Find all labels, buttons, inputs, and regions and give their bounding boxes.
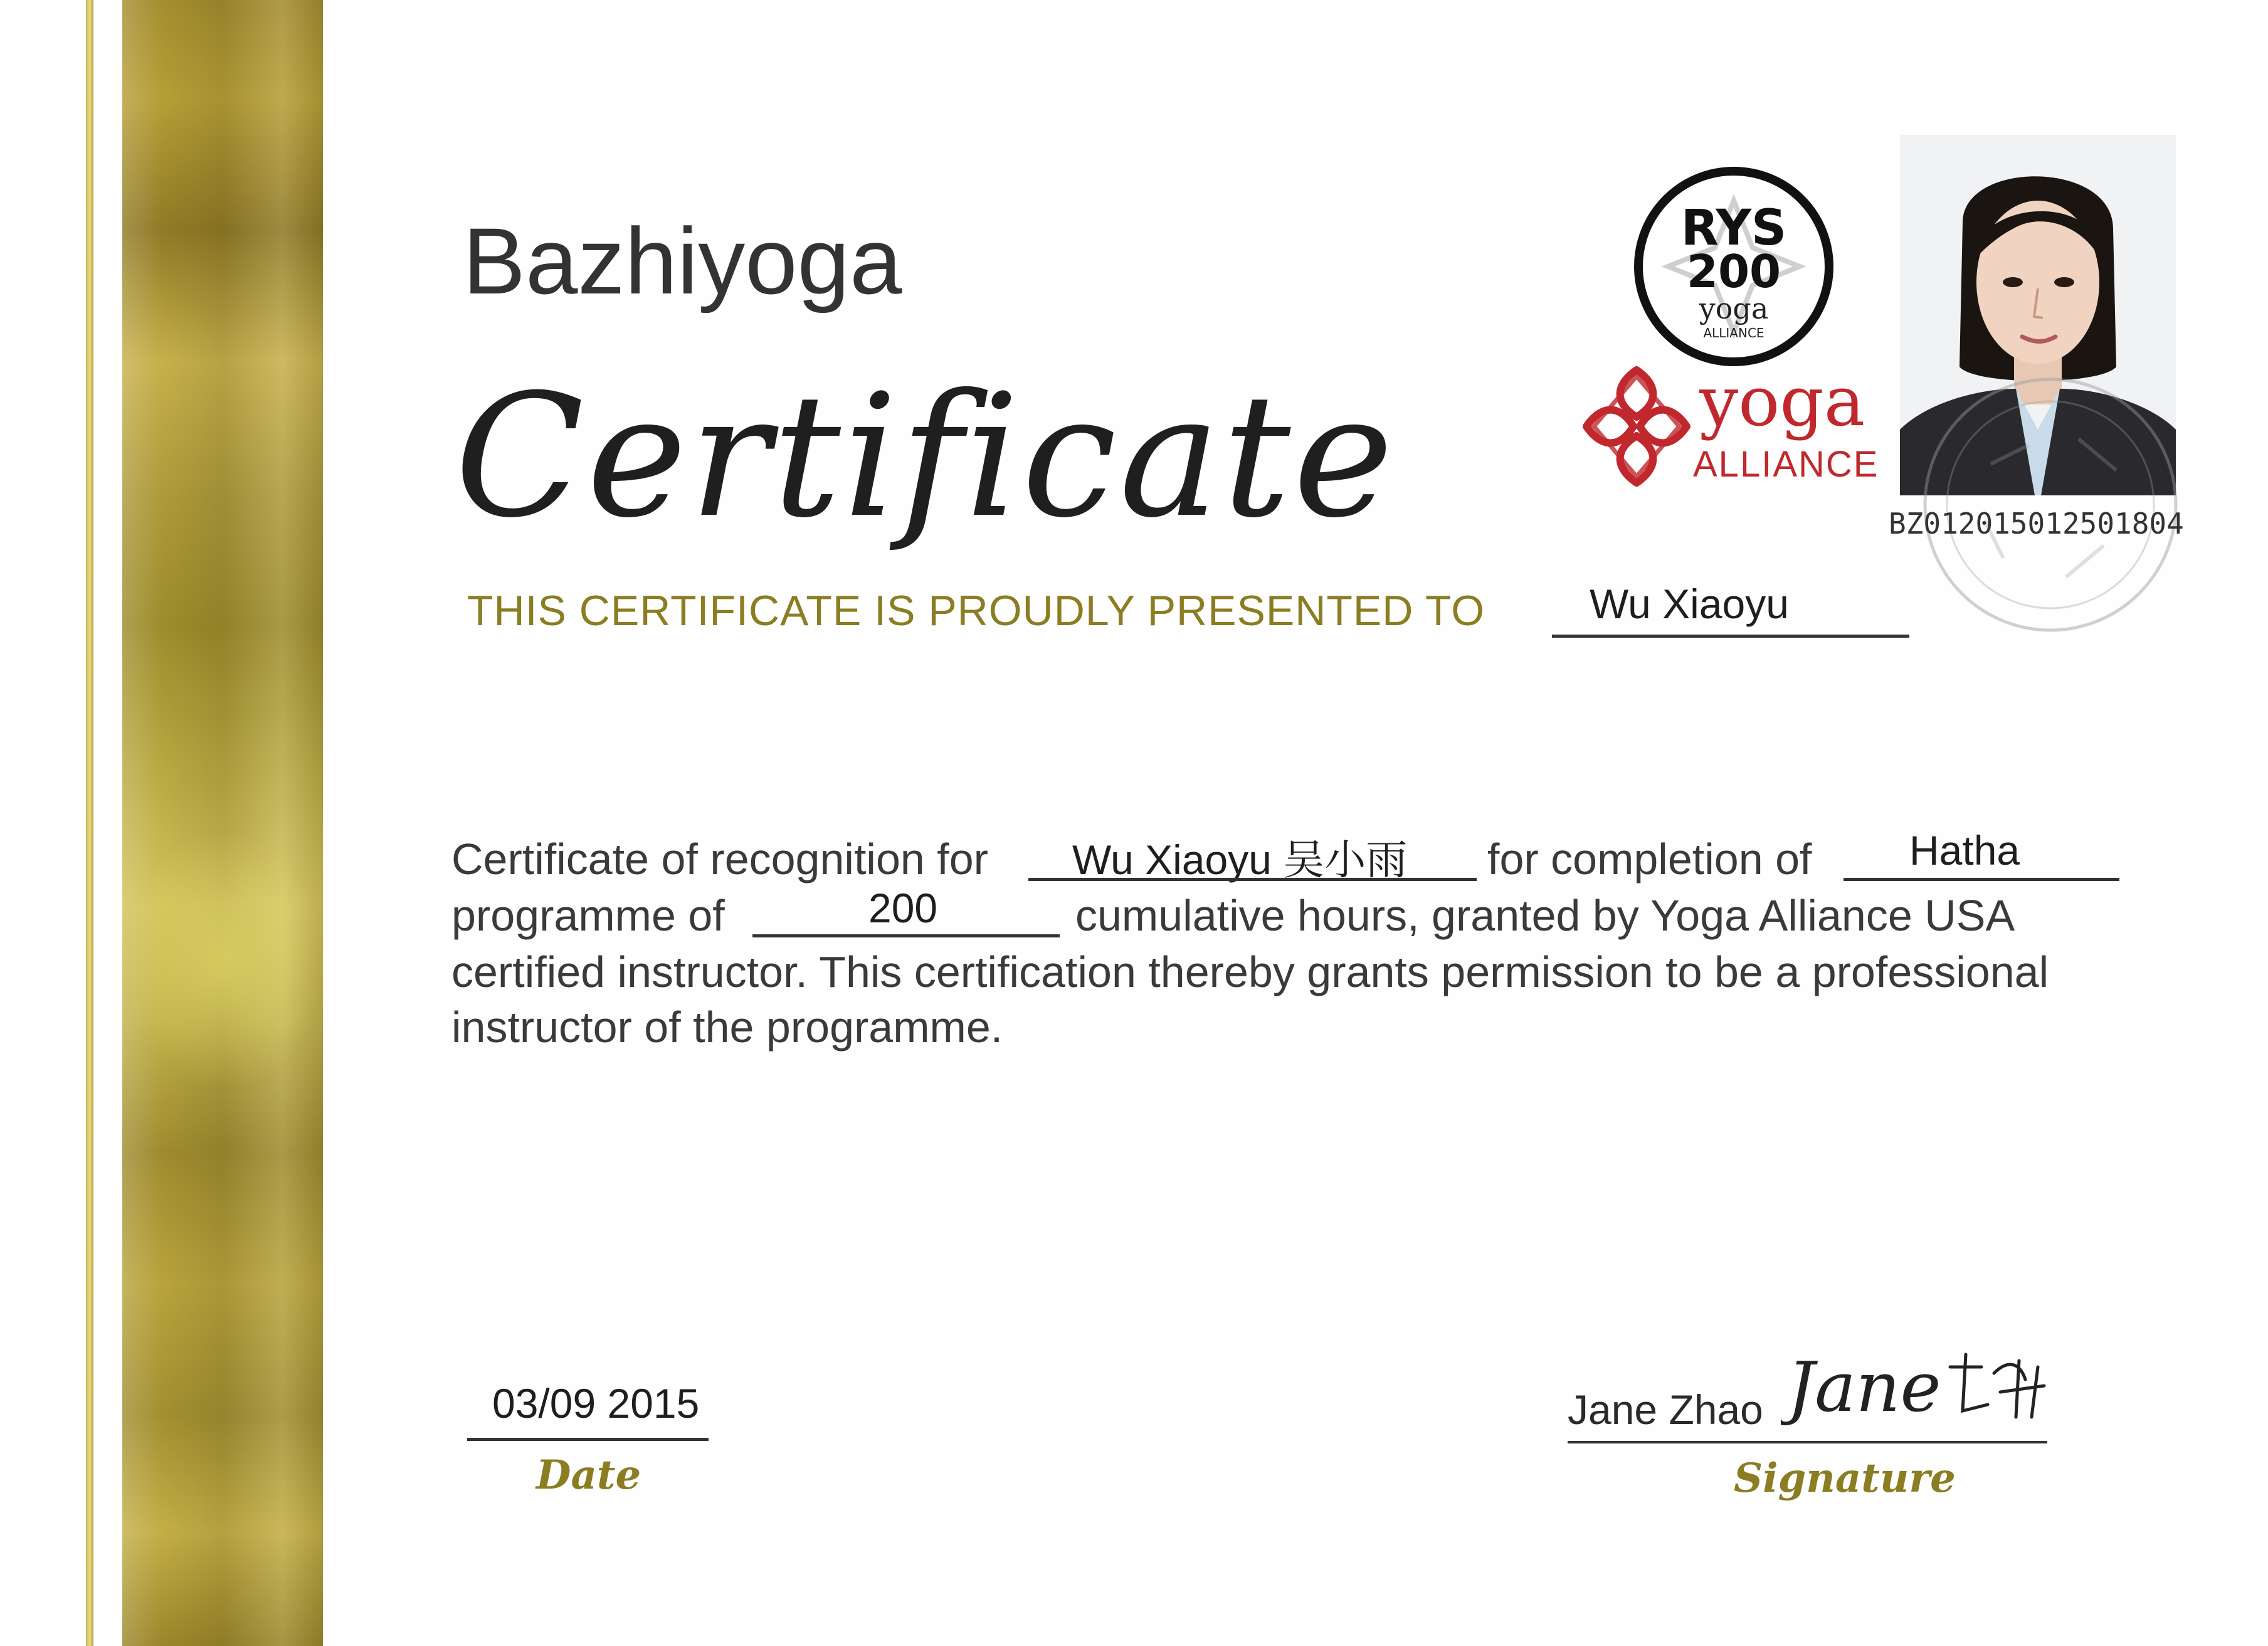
serial-number: BZ012015012501804	[1889, 507, 2184, 541]
paragraph-text-3: programme of	[451, 891, 725, 940]
svg-text:RYS: RYS	[1680, 200, 1787, 256]
signer-name: Jane Zhao	[1568, 1386, 1763, 1433]
hours-fill: 200	[868, 885, 938, 931]
paragraph-text-5: certified instructor. This certification thereby grants permission to be a professional	[451, 947, 2049, 996]
date-underline	[467, 1438, 709, 1441]
svg-text:ALLIANCE: ALLIANCE	[1693, 444, 1879, 485]
signature-caption: Signature	[1734, 1455, 1956, 1502]
svg-text:yoga: yoga	[1699, 292, 1769, 325]
programme-style-underline	[1843, 878, 2119, 881]
presented-to-label: THIS CERTIFICATE IS PROUDLY PRESENTED TO	[467, 587, 1485, 635]
svg-text:ALLIANCE: ALLIANCE	[1703, 325, 1764, 340]
gold-band-highlight	[122, 828, 323, 1091]
paragraph-text-6: instructor of the programme.	[451, 1003, 1003, 1052]
hours-underline	[752, 934, 1060, 937]
seal-stamp	[1916, 370, 2185, 640]
gold-band-decoration	[122, 0, 323, 1646]
recipient-underline	[1552, 635, 1909, 638]
signature-underline	[1568, 1441, 2047, 1443]
recognition-name-fill: Wu Xiaoyu 吴小雨	[1072, 836, 1408, 883]
date-caption: Date	[536, 1452, 641, 1499]
recognition-name-underline	[1028, 878, 1477, 881]
svg-text:200: 200	[1686, 245, 1781, 298]
recipient-name: Wu Xiaoyu	[1590, 581, 1789, 627]
rys-200-badge	[1630, 163, 1837, 370]
svg-text:Jane: Jane	[1787, 1347, 1941, 1427]
date-value: 03/09 2015	[492, 1380, 700, 1427]
paragraph-text-4: cumulative hours, granted by Yoga Alliance USA	[1075, 891, 2015, 940]
yoga-alliance-logo	[1574, 357, 1900, 495]
handwritten-signature	[1781, 1323, 2057, 1436]
paragraph-text-2: for completion of	[1487, 835, 1812, 884]
paragraph-text-1: Certificate of recognition for	[451, 835, 988, 884]
svg-text:yoga: yoga	[1699, 361, 1865, 441]
organization-name: Bazhiyoga	[463, 208, 902, 314]
programme-style-fill: Hatha	[1909, 827, 2020, 873]
certificate-title: Certificate	[455, 357, 1396, 555]
gold-line-decoration	[86, 0, 93, 1646]
